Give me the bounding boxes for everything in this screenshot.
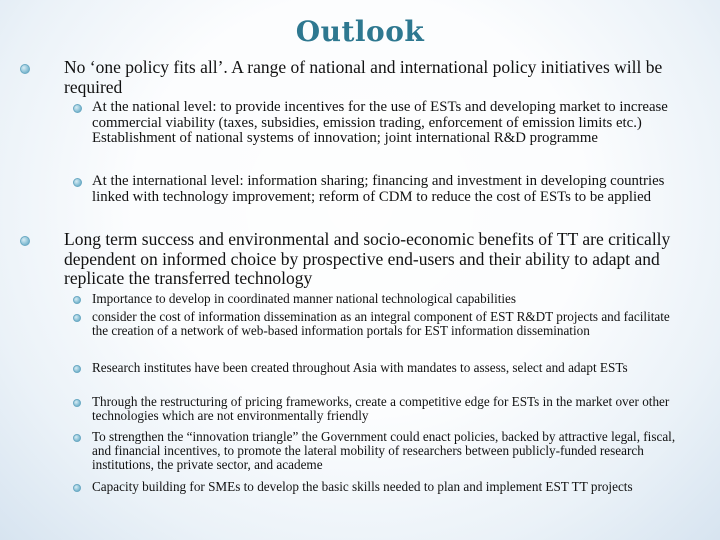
sub-bullet-text: To strengthen the “innovation triangle” the Government could enact policies, backed by attractive legal, fiscal, and financial incentives, to promote the lateral mobility of researchers between publicly-funded research institutions, the private sector, and academe <box>92 429 676 472</box>
bullet-icon <box>73 434 81 442</box>
bullet-icon <box>73 178 82 187</box>
sub-bullet-text: At the international level: information sharing; financing and investment in developing countries linked with technology improvement; reform of CDM to reduce the cost of ESTs to be applied <box>92 173 665 205</box>
sub-bullet-item <box>73 430 688 472</box>
sub-bullet-item <box>73 174 688 205</box>
bullet-icon <box>73 314 81 322</box>
bullet-icon <box>20 64 30 74</box>
sub-bullet-item <box>73 310 688 338</box>
bullet-icon <box>73 365 81 373</box>
sub-bullet-item <box>73 292 688 306</box>
sub-bullet-item <box>73 361 688 375</box>
bullet-item <box>20 58 690 97</box>
bullet-text: Long term success and environmental and socio-economic benefits of TT are critically dependent on informed choice by prospective end-users and their ability to adapt and replicate the transferred technology <box>64 229 671 288</box>
sub-bullet-text: At the national level: to provide incentives for the use of ESTs and developing market to increase commercial viability (taxes, subsidies, emission trading, enforcement of emission limits etc.) Establishment of national systems of innovation; joint international R&D programme <box>92 99 668 147</box>
sub-bullet-text: Importance to develop in coordinated manner national technological capabilities <box>92 291 517 306</box>
sub-bullet-text: Research institutes have been created throughout Asia with mandates to assess, select and adapt ESTs <box>92 360 628 375</box>
sub-bullet-item <box>73 100 688 147</box>
sub-bullet-text: Capacity building for SMEs to develop the basic skills needed to plan and implement EST TT projects <box>92 479 633 494</box>
slide-title: Outlook <box>295 15 425 48</box>
sub-bullet-text: consider the cost of information dissemination as an integral component of EST R&DT projects and facilitate the creation of a network of web-based information portals for EST information dissemination <box>92 309 670 338</box>
bullet-icon <box>20 236 30 246</box>
sub-bullet-item <box>73 395 688 423</box>
bullet-icon <box>73 399 81 407</box>
bullet-icon <box>73 484 81 492</box>
sub-bullet-text: Through the restructuring of pricing frameworks, create a competitive edge for ESTs in the market over other technologies which are not environmentally friendly <box>92 394 670 423</box>
sub-bullet-item <box>73 480 688 494</box>
bullet-icon <box>73 104 82 113</box>
bullet-icon <box>73 296 81 304</box>
bullet-item <box>20 230 690 289</box>
bullet-text: No ‘one policy fits all’. A range of national and international policy initiatives will be required <box>64 57 663 97</box>
